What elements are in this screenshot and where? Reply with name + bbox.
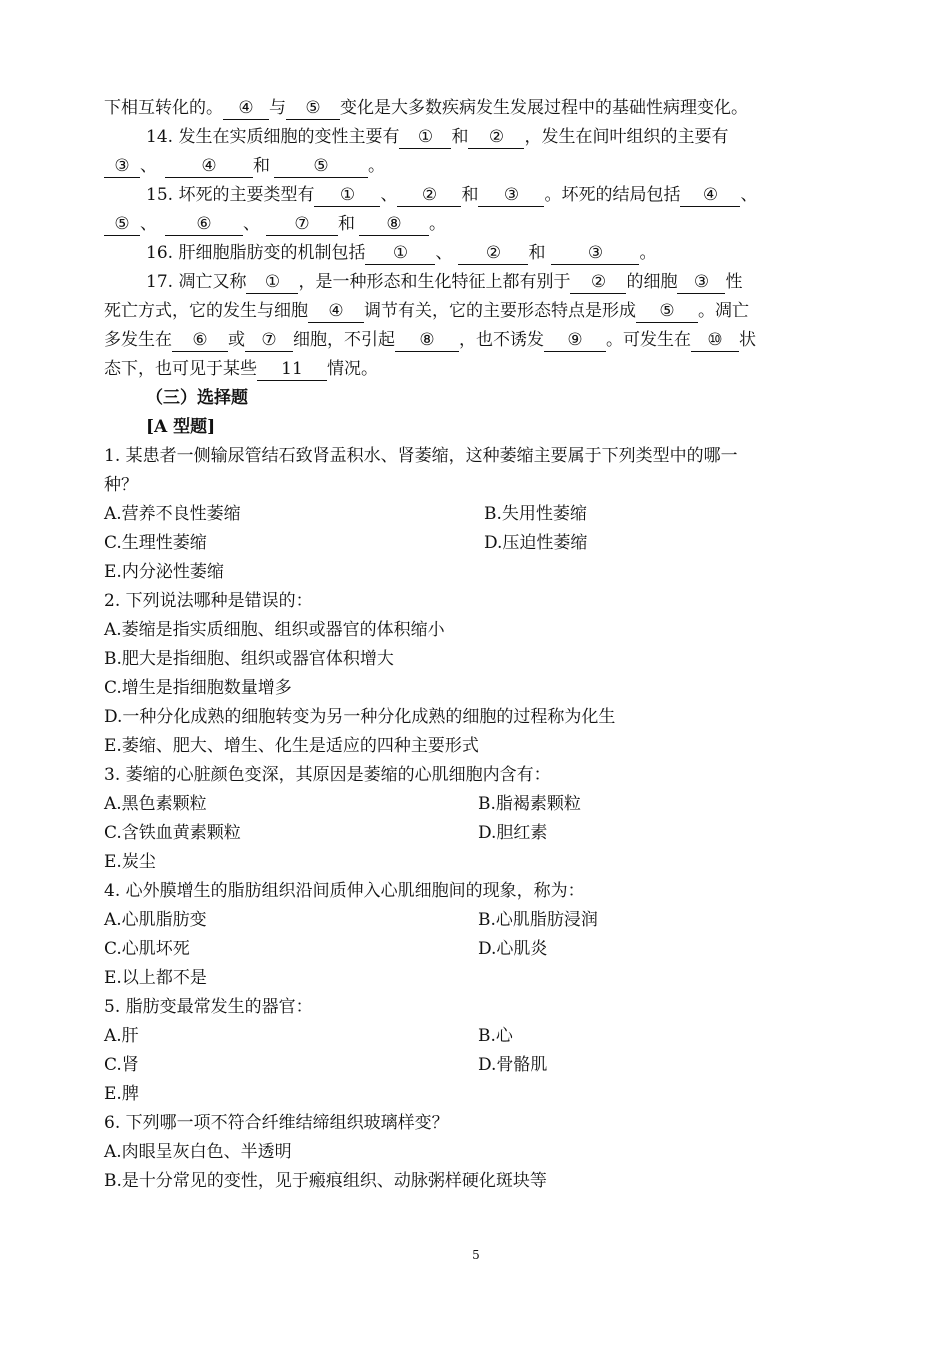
option-e: E.萎缩、肥大、增生、化生是适应的四种主要形式 — [104, 736, 479, 756]
option-a: A.肝 — [104, 1026, 139, 1046]
fill-blank: ⑥ — [172, 330, 228, 352]
question-1-stem: 1. 某患者一侧输尿管结石致肾盂积水、肾萎缩，这种萎缩主要属于下列类型中的哪一 — [104, 446, 738, 466]
option-d: D.压迫性萎缩 — [484, 533, 588, 553]
text: 、 — [435, 243, 453, 263]
text: 、 — [243, 214, 260, 234]
fill-blank: ⑦ — [266, 214, 338, 236]
text: 多发生在 — [104, 330, 172, 350]
text: 变化是大多数疾病发生发展过程中的基础性病理变化。 — [340, 98, 748, 118]
option-c: C.含铁血黄素颗粒 — [104, 823, 241, 843]
fill-blank: ② — [397, 185, 461, 207]
q14-line-1 — [104, 123, 820, 152]
fill-blank: ⑦ — [245, 330, 293, 352]
option-d: D.胆红素 — [478, 823, 548, 843]
fill-blank: ⑧ — [359, 214, 429, 236]
text: 14. 发生在实质细胞的变性主要有 — [146, 127, 400, 147]
option-a: A.肉眼呈灰白色、半透明 — [104, 1142, 292, 1162]
fill-blank: ④ — [680, 185, 740, 207]
fill-blank: ④ — [165, 156, 253, 178]
text: 调节有关，它的主要形态特点是形成 — [364, 301, 636, 321]
fill-blank: ⑤ — [286, 98, 340, 120]
text: 态下，也可见于某些 — [104, 359, 257, 379]
text: ，发生在间叶组织的主要有 — [524, 127, 729, 147]
fill-blank: ⑥ — [165, 214, 243, 236]
text: 、 — [380, 185, 398, 205]
text: 。坏死的结局包括 — [544, 185, 681, 205]
text: 。 — [368, 156, 385, 176]
option-d: D.骨骼肌 — [478, 1055, 548, 1075]
option-b: B.失用性萎缩 — [484, 504, 587, 524]
text: 状 — [739, 330, 756, 350]
q14-line-2 — [104, 152, 820, 181]
option-c: C.增生是指细胞数量增多 — [104, 678, 292, 698]
option-e: E.脾 — [104, 1084, 139, 1104]
fill-blank: ⑩ — [691, 330, 739, 352]
fill-blank: ② — [458, 243, 528, 265]
q15-line-1 — [104, 181, 820, 210]
text: 和 — [451, 127, 469, 147]
fill-blank: ⑧ — [395, 330, 459, 352]
q17-line-4 — [104, 355, 820, 384]
question-3-options-cd — [104, 819, 820, 848]
fill-blank: ⑨ — [544, 330, 606, 352]
q17-line-2 — [104, 297, 820, 326]
question-1-options-cd — [104, 529, 820, 558]
option-d: D.一种分化成熟的细胞转变为另一种分化成熟的细胞的过程称为化生 — [104, 707, 616, 727]
fill-blank: ① — [365, 243, 435, 265]
fill-blank: ② — [468, 127, 524, 149]
fill-blank: ① — [399, 127, 451, 149]
option-c: C.肾 — [104, 1055, 139, 1075]
q17-line-1 — [104, 268, 820, 297]
option-b: B.肥大是指细胞、组织或器官体积增大 — [104, 649, 394, 669]
document-page — [104, 94, 820, 1196]
text: 15. 坏死的主要类型有 — [146, 185, 315, 205]
text: 情况。 — [327, 359, 378, 379]
option-e: E.以上都不是 — [104, 968, 207, 988]
text: 死亡方式，它的发生与细胞 — [104, 301, 308, 321]
option-a: A.营养不良性萎缩 — [104, 504, 241, 524]
fill-blank: ⑤ — [274, 156, 368, 178]
option-a: A.心肌脂肪变 — [104, 910, 207, 930]
question-4-options-cd — [104, 935, 820, 964]
question-5-options-ab — [104, 1022, 820, 1051]
fill-blank: 11 — [257, 359, 327, 381]
fill-blank: ② — [570, 272, 626, 294]
option-b: B.心 — [478, 1026, 513, 1046]
fill-blank: ③ — [677, 272, 725, 294]
option-d: D.心肌炎 — [478, 939, 548, 959]
option-c: C.心肌坏死 — [104, 939, 190, 959]
text: 性 — [725, 272, 743, 292]
option-e: E.内分泌性萎缩 — [104, 562, 224, 582]
fill-blank: ③ — [104, 156, 140, 178]
option-c: C.生理性萎缩 — [104, 533, 207, 553]
text: ，是一种形态和生化特征上都有别于 — [298, 272, 571, 292]
fill-blank: ① — [314, 185, 380, 207]
text: 与 — [269, 98, 286, 118]
text: 。 — [429, 214, 446, 234]
text: 。凋亡 — [698, 301, 749, 321]
q13-tail-line — [104, 94, 820, 123]
question-4-options-ab — [104, 906, 820, 935]
text: 。可发生在 — [606, 330, 691, 350]
fill-blank: ④ — [223, 98, 269, 120]
question-3-stem: 3. 萎缩的心脏颜色变深，其原因是萎缩的心肌细胞内含有： — [104, 765, 551, 785]
option-e: E.炭尘 — [104, 852, 156, 872]
question-1-options-ab — [104, 500, 820, 529]
text: 17. 凋亡又称 — [146, 272, 247, 292]
option-b: B.心肌脂肪浸润 — [478, 910, 598, 930]
question-5-stem: 5. 脂肪变最常发生的器官： — [104, 997, 313, 1017]
text: 的细胞 — [626, 272, 678, 292]
section-subtitle: [A 型题] — [146, 417, 216, 437]
section-title: （三）选择题 — [146, 388, 248, 408]
question-2-stem: 2. 下列说法哪种是错误的： — [104, 591, 313, 611]
q16-line — [104, 239, 820, 268]
question-3-options-ab — [104, 790, 820, 819]
q17-line-3 — [104, 326, 820, 355]
text: 和 — [253, 156, 270, 176]
question-4-stem: 4. 心外膜增生的脂肪组织沿间质伸入心肌细胞间的现象，称为： — [104, 881, 585, 901]
text: 细胞，不引起 — [293, 330, 395, 350]
text: 、 — [140, 214, 157, 234]
fill-blank: ⑤ — [636, 301, 698, 323]
fill-blank: ④ — [308, 301, 364, 323]
q15-line-2 — [104, 210, 820, 239]
option-b: B.是十分常见的变性，见于瘢痕组织、动脉粥样硬化斑块等 — [104, 1171, 547, 1191]
option-a: A.黑色素颗粒 — [104, 794, 207, 814]
page-number: 5 — [472, 1248, 480, 1262]
text: 下相互转化的。 — [104, 98, 223, 118]
fill-blank: ③ — [551, 243, 639, 265]
option-b: B.脂褐素颗粒 — [478, 794, 581, 814]
text: 或 — [228, 330, 245, 350]
text: 16. 肝细胞脂肪变的机制包括 — [146, 243, 366, 263]
question-5-options-cd — [104, 1051, 820, 1080]
text: 和 — [528, 243, 546, 263]
question-6-stem: 6. 下列哪一项不符合纤维结缔组织玻璃样变？ — [104, 1113, 449, 1133]
fill-blank: ① — [246, 272, 298, 294]
text: 和 — [461, 185, 479, 205]
text: 、 — [140, 156, 157, 176]
text: 、 — [740, 185, 758, 205]
text: 。 — [639, 243, 657, 263]
text: ，也不诱发 — [459, 330, 544, 350]
question-1-stem-cont: 种？ — [104, 475, 138, 495]
fill-blank: ⑤ — [104, 214, 140, 236]
option-a: A.萎缩是指实质细胞、组织或器官的体积缩小 — [104, 620, 445, 640]
text: 和 — [338, 214, 355, 234]
fill-blank: ③ — [478, 185, 544, 207]
